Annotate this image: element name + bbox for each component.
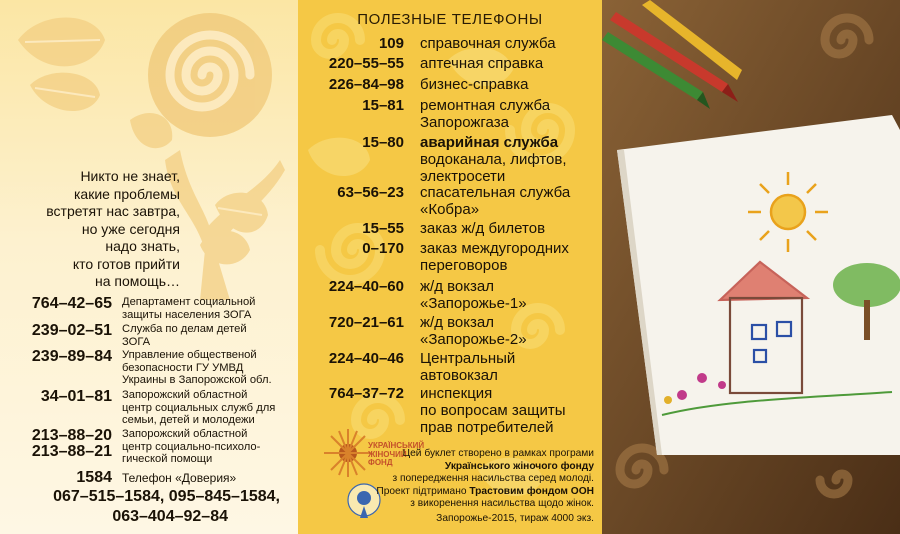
contact-description: Телефон «Доверия» xyxy=(122,471,237,485)
phone-row xyxy=(298,314,600,348)
contact-row xyxy=(0,296,292,321)
contact-row xyxy=(0,349,292,387)
intro-line: встретят нас завтра, xyxy=(46,203,180,219)
phone-number: 0–170 xyxy=(362,240,404,257)
contact-number: 1584 xyxy=(76,469,112,486)
phone-row xyxy=(298,184,600,218)
phone-row xyxy=(298,350,600,384)
contact-row xyxy=(0,323,292,348)
phone-row xyxy=(298,134,600,185)
phone-description: заказ междугородних переговоров xyxy=(420,240,569,274)
intro-text xyxy=(30,168,180,291)
phone-number: 63–56–23 xyxy=(337,184,404,201)
phone-number: 109 xyxy=(378,35,404,52)
phone-description: бизнес-справка xyxy=(420,76,529,93)
phone-row xyxy=(298,220,600,237)
phone-number: 15–80 xyxy=(362,134,404,151)
phone-description: инспекция по вопросам защиты прав потребителей xyxy=(420,385,566,436)
phone-number: 720–21–61 xyxy=(328,314,404,331)
contact-row xyxy=(0,389,292,427)
phone-row xyxy=(298,55,600,72)
phone-description: справочная служба xyxy=(420,35,556,52)
phone-description: спасательная служба «Кобра» xyxy=(420,184,571,218)
middle-panel xyxy=(298,0,602,534)
contact-description: Запорожский областной центр социальных служб для семьи, детей и молодежи xyxy=(122,389,276,426)
contact-number: 764–42–65 xyxy=(31,295,112,312)
contact-row xyxy=(0,428,292,466)
phone-description: ремонтная служба Запорожгаза xyxy=(420,97,551,131)
contact-description: Запорожский областной центр социально-психоло- гической помощи xyxy=(122,428,261,465)
footer-note: Цей буклет створено в рамках програми Українського жіночого фонду з попередження насильства серед молоді. Проект підтримано Трастовим фондом ООН з викоренення насильства щодо жінок. xyxy=(376,448,594,509)
contact-number: 239–02–51 xyxy=(31,322,112,339)
section-title: ПОЛЕЗНЫЕ ТЕЛЕФОНЫ xyxy=(357,11,543,28)
phone-row xyxy=(298,76,600,93)
hotline-numbers: 067–515–1584, 095–845–1584, 063–404–92–84 xyxy=(53,488,280,525)
contact-description: Служба по делам детей ЗОГА xyxy=(122,323,247,348)
intro-line: на помощь… xyxy=(95,273,180,289)
left-panel xyxy=(0,0,298,534)
intro-line: надо знать, xyxy=(105,238,180,254)
phone-row xyxy=(298,35,600,52)
intro-line: какие проблемы xyxy=(73,185,180,202)
phone-description: ж/д вокзал «Запорожье-1» xyxy=(420,278,527,312)
phone-row xyxy=(298,240,600,274)
contact-number: 34–01–81 xyxy=(40,388,112,405)
phone-description: аварийная служба водоканала, лифтов, электросети xyxy=(420,134,567,185)
intro-line: кто готов прийти xyxy=(72,255,180,272)
phone-number: 15–55 xyxy=(362,220,404,237)
contact-row xyxy=(0,470,292,486)
contact-description: Управление общественой безопасности ГУ УМВД Украины в Запорожской обл. xyxy=(122,349,272,386)
phone-description: Центральный автовокзал xyxy=(420,350,516,384)
phone-row xyxy=(298,97,600,131)
right-panel-photo xyxy=(602,0,900,534)
child-drawing-photo xyxy=(602,0,900,534)
phone-description: заказ ж/д билетов xyxy=(420,220,546,237)
phone-number: 15–81 xyxy=(362,97,404,114)
phone-description: аптечная справка xyxy=(420,55,544,72)
phone-number: 226–84–98 xyxy=(328,76,404,93)
intro-line: Никто не знает, xyxy=(80,168,180,184)
phone-number: 220–55–55 xyxy=(328,55,404,72)
foundation-logo-text: УКРАЇНСЬКИЙ ЖІНОЧИЙ ФОНД xyxy=(368,441,425,467)
phone-number: 224–40–60 xyxy=(328,278,404,295)
contact-number: 239–89–84 xyxy=(31,348,112,365)
contact-number: 213–88–20 213–88–21 xyxy=(31,427,112,460)
phone-number: 224–40–46 xyxy=(328,350,404,367)
contact-description: Департамент социальной защиты населения ЗОГА xyxy=(122,296,256,321)
phone-row xyxy=(298,278,600,312)
phone-number: 764–37–72 xyxy=(328,385,404,402)
imprint: Запорожье-2015, тираж 4000 экз. xyxy=(436,513,594,524)
phone-description: ж/д вокзал «Запорожье-2» xyxy=(420,314,527,348)
intro-line: но уже сегодня xyxy=(81,220,180,237)
